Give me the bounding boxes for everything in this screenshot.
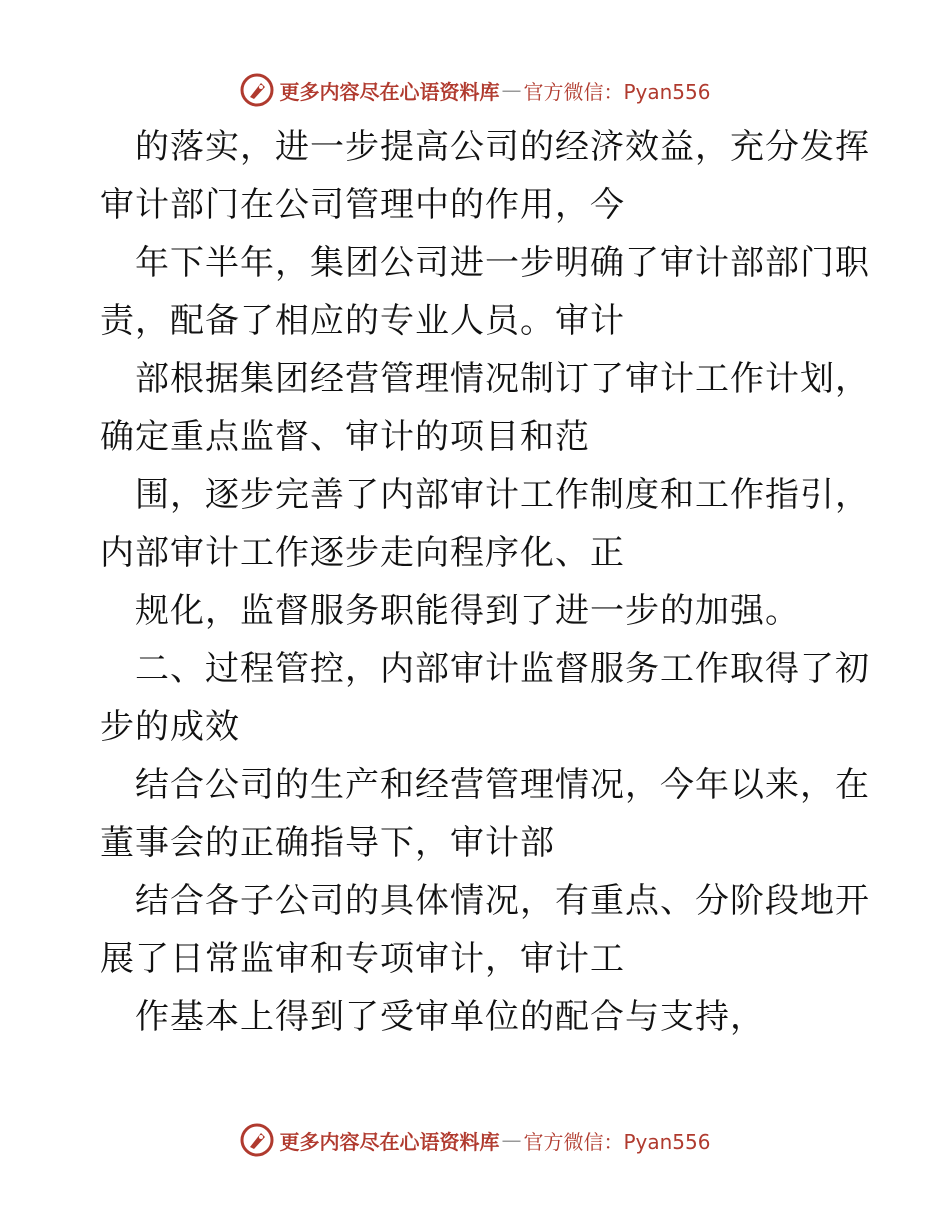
header-banner bbox=[0, 70, 950, 110]
section-heading-line: 步的成效 bbox=[100, 707, 240, 747]
body-line: 内部审计工作逐步走向程序化、正 bbox=[100, 533, 625, 573]
body-line: 年下半年，集团公司进一步明确了审计部部门职 bbox=[135, 243, 870, 283]
body-line: 展了日常监审和专项审计，审计工 bbox=[100, 939, 625, 979]
body-line: 规化，监督服务职能得到了进一步的加强。 bbox=[135, 591, 800, 631]
header-banner-title: 更多内容尽在心语资料库 bbox=[279, 79, 500, 104]
footer-banner-title: 更多内容尽在心语资料库 bbox=[279, 1129, 500, 1154]
body-line: 部根据集团经营管理情况制订了审计工作计划， bbox=[135, 359, 870, 399]
body-line: 董事会的正确指导下，审计部 bbox=[100, 823, 555, 863]
body-line: 审计部门在公司管理中的作用，今 bbox=[100, 185, 625, 225]
body-line: 的落实，进一步提高公司的经济效益，充分发挥 bbox=[135, 127, 870, 167]
body-line: 围，逐步完善了内部审计工作制度和工作指引， bbox=[135, 475, 870, 515]
body-line: 结合公司的生产和经营管理情况，今年以来，在 bbox=[135, 765, 870, 805]
body-line: 结合各子公司的具体情况，有重点、分阶段地开 bbox=[135, 881, 870, 921]
footer-banner-separator: — bbox=[501, 1128, 522, 1152]
pen-nib-logo-icon bbox=[239, 1122, 275, 1158]
body-line: 确定重点监督、审计的项目和范 bbox=[100, 417, 590, 457]
document-body bbox=[100, 118, 870, 1046]
section-heading-line: 二、过程管控，内部审计监督服务工作取得了初 bbox=[135, 649, 870, 689]
body-line: 责，配备了相应的专业人员。审计 bbox=[100, 301, 625, 341]
header-banner-wechat: 官方微信：Pyan556 bbox=[523, 79, 711, 104]
body-line: 作基本上得到了受审单位的配合与支持， bbox=[135, 997, 765, 1037]
footer-banner-wechat: 官方微信：Pyan556 bbox=[523, 1129, 711, 1154]
header-banner-separator: — bbox=[501, 78, 522, 102]
pen-nib-logo-icon bbox=[239, 72, 275, 108]
footer-banner bbox=[0, 1120, 950, 1160]
